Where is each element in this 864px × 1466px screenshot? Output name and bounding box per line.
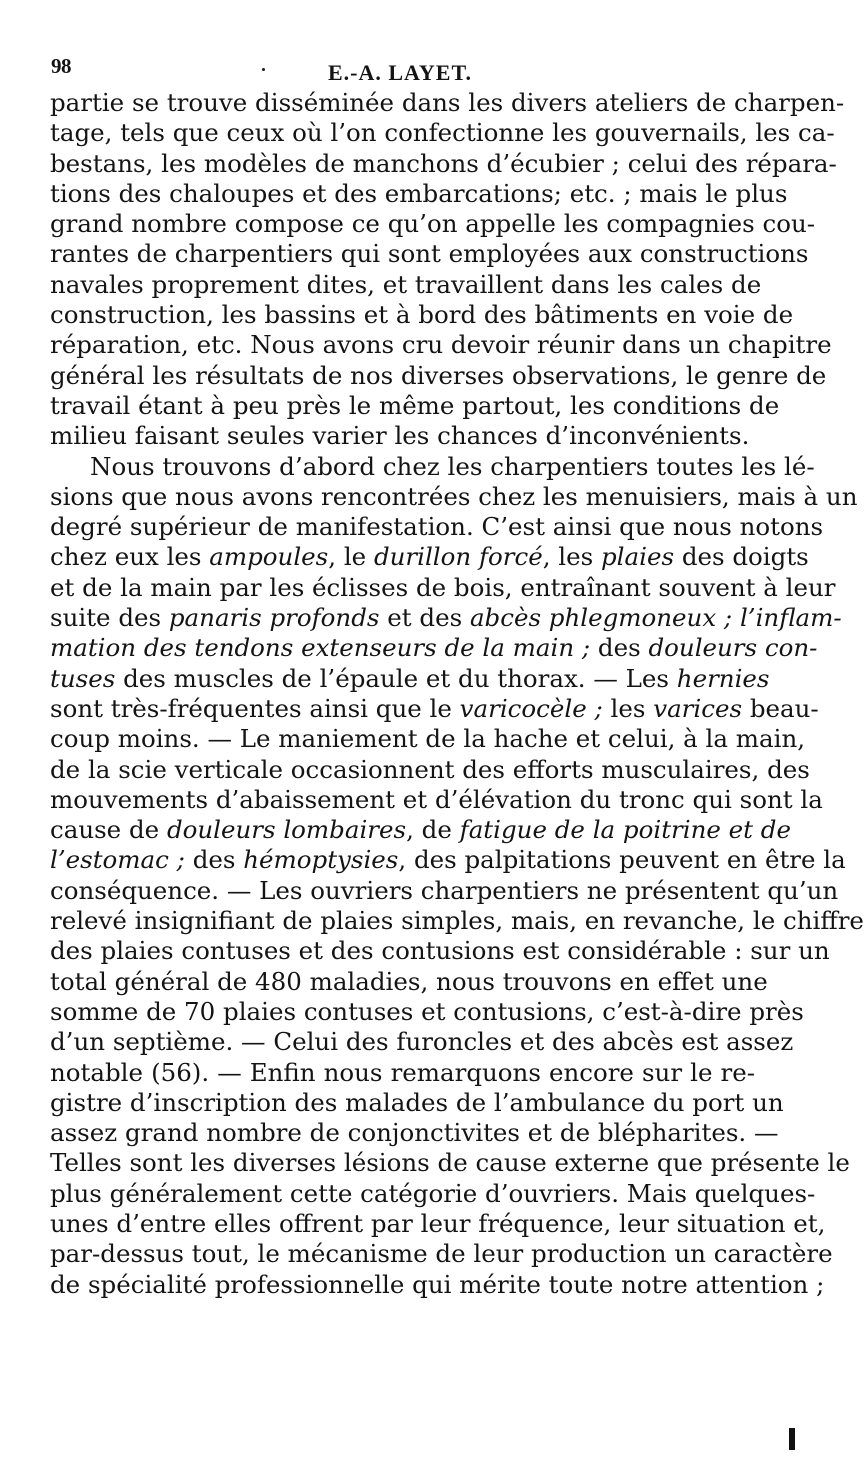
text-line [50,724,806,754]
text-run: Telles sont les diverses lésions de cause externe que présente le [50,1148,850,1178]
text-run: navales proprement dites, et travaillent dans les cales de [50,269,762,299]
text-line [50,572,836,603]
body-text [50,88,864,1300]
text-line [50,996,804,1027]
text-line [50,178,788,209]
text-run: des doigts [674,542,809,572]
italic-term: abcès phlegmoneux ; l’inflam- [469,603,842,633]
text-run: plus généralement cette catégorie d’ouvriers. Mais quelques- [50,1178,816,1208]
italic-term: varicocèle ; [459,693,603,723]
text-run: rantes de charpentiers qui sont employées aux constructions [50,239,809,269]
text-line [50,754,810,785]
text-line [50,239,809,269]
text-line [50,1208,826,1239]
text-run: de la scie verticale occasionnent des efforts musculaires, des [50,754,810,784]
text-line [50,269,762,300]
text-run: notable (56). — Enfin nous remarquons encore sur le re- [50,1057,755,1087]
text-run: assez grand nombre de conjonctivites et de blépharites. — [50,1118,779,1148]
text-run: des [590,633,649,663]
text-run: les [602,693,654,723]
text-run: degré supérieur de manifestation. C’est ainsi que nous notons [50,512,824,542]
text-run: relevé insignifiant de plaies simples, mais, en revanche, le chiffre [50,906,864,936]
text-line [50,815,791,845]
text-line [50,784,823,815]
text-line [50,663,770,694]
italic-term: ampoules [209,542,329,572]
text-run: construction, les bassins et à bord des bâtiments en voie de [50,300,794,330]
text-run: conséquence. — Les ouvriers charpentiers ne présentent qu’un [50,875,839,905]
text-run: des plaies contuses et des contusions est considérable : sur un [50,936,830,966]
text-line [50,481,858,512]
text-run: suite des [50,603,169,633]
text-line [50,1118,779,1148]
text-line [50,633,818,663]
text-run: unes d’entre elles offrent par leur fréquence, leur situation et, [50,1208,826,1238]
text-line [50,906,864,936]
text-line [50,1058,755,1088]
text-line [50,845,846,875]
text-run: bestans, les modèles de manchons d’écubier ; celui des répara- [50,148,837,178]
text-run: partie se trouve disséminée dans les divers ateliers de charpen- [50,88,845,117]
text-line [50,88,845,118]
text-run: des [184,845,244,875]
text-line [50,966,768,997]
italic-term: douleurs lombaires [166,815,407,845]
text-run: cause de [50,815,167,845]
text-run: général les résultats de nos diverses observations, le genre de [50,360,827,390]
text-line [50,118,835,148]
text-run: , le [328,542,374,572]
text-line [50,1269,825,1300]
text-line [50,421,755,451]
text-run: somme de 70 plaies contuses et contusions, c’est-à-dire près [50,996,804,1026]
italic-term: durillon forcé [373,542,543,572]
text-run: grand nombre compose ce qu’on appelle les compagnies cou- [50,209,816,239]
text-run: et de la main par les éclisses de bois, entraînant souvent à leur [50,572,836,602]
text-line [50,148,837,179]
text-line [50,451,815,482]
italic-term: panaris profonds [168,603,380,633]
text-run: tage, tels que ceux où l’on confectionne les gouvernails, les ca- [50,118,835,148]
text-line [50,390,780,421]
text-run: , de [406,815,460,845]
text-run: coup moins. — Le maniement de la hache et celui, à la main, [50,724,806,754]
text-line [50,360,827,391]
italic-term: fatigue de la poitrine et de [459,815,791,845]
text-run: , des palpitations peuvent en être la [398,845,846,875]
text-line [50,1148,850,1178]
text-run: beau- [742,693,819,723]
text-run: gistre d’inscription des malades de l’ambulance du port un [50,1087,784,1117]
text-run: sions que nous avons rencontrées chez les menuisiers, mais à un [50,481,858,511]
text-run: des muscles de l’épaule et du thorax. — Les [115,663,677,693]
italic-term: mation des tendons extenseurs de la main ; [50,633,591,663]
italic-term: l’estomac ; [50,845,185,875]
text-line [50,1239,833,1269]
text-run: et des [379,603,470,633]
italic-term: hernies [676,663,770,693]
text-run: réparation, etc. Nous avons cru devoir réunir dans un chapitre [50,330,832,360]
page-edge-mark [789,1428,795,1450]
text-run: , les [542,542,601,572]
text-run: milieu faisant seules varier les chances d’inconvénients. [50,421,750,451]
italic-term: varices [653,693,743,723]
text-run: de spécialité professionnelle qui mérite toute notre attention ; [50,1269,825,1299]
text-line [50,936,830,966]
text-run: chez eux les [50,542,210,572]
italic-term: tuses [50,663,116,693]
text-run: sont très-fréquentes ainsi que le [50,693,460,723]
text-run: par-dessus tout, le mécanisme de leur production un caractère [50,1239,833,1269]
text-run: tions des chaloupes et des embarcations; etc. ; mais le plus [50,178,788,208]
text-line [50,300,794,330]
text-line [50,1178,816,1209]
italic-term: hémoptysies [243,845,399,875]
page-number: 98 [51,54,71,78]
text-run: d’un septième. — Celui des furoncles et des abcès est assez [50,1027,794,1057]
text-run: total général de 480 maladies, nous trouvons en effet une [50,966,768,996]
text-run: travail étant à peu près le même partout, les conditions de [50,390,780,420]
text-run: mouvements d’abaissement et d’élévation du tronc qui sont la [50,784,823,814]
italic-term: douleurs con- [648,633,818,663]
text-line [50,603,842,633]
text-line [50,1087,784,1118]
text-line [50,330,832,360]
italic-term: plaies [600,542,675,572]
running-head: E.-A. LAYET. [327,60,473,85]
text-line [50,693,819,724]
text-run: Nous trouvons d’abord chez les charpentiers toutes les lé- [90,451,815,481]
text-line [50,1027,794,1057]
text-line [50,512,824,542]
text-line [50,209,816,239]
text-line [50,542,809,572]
text-line [50,875,839,906]
